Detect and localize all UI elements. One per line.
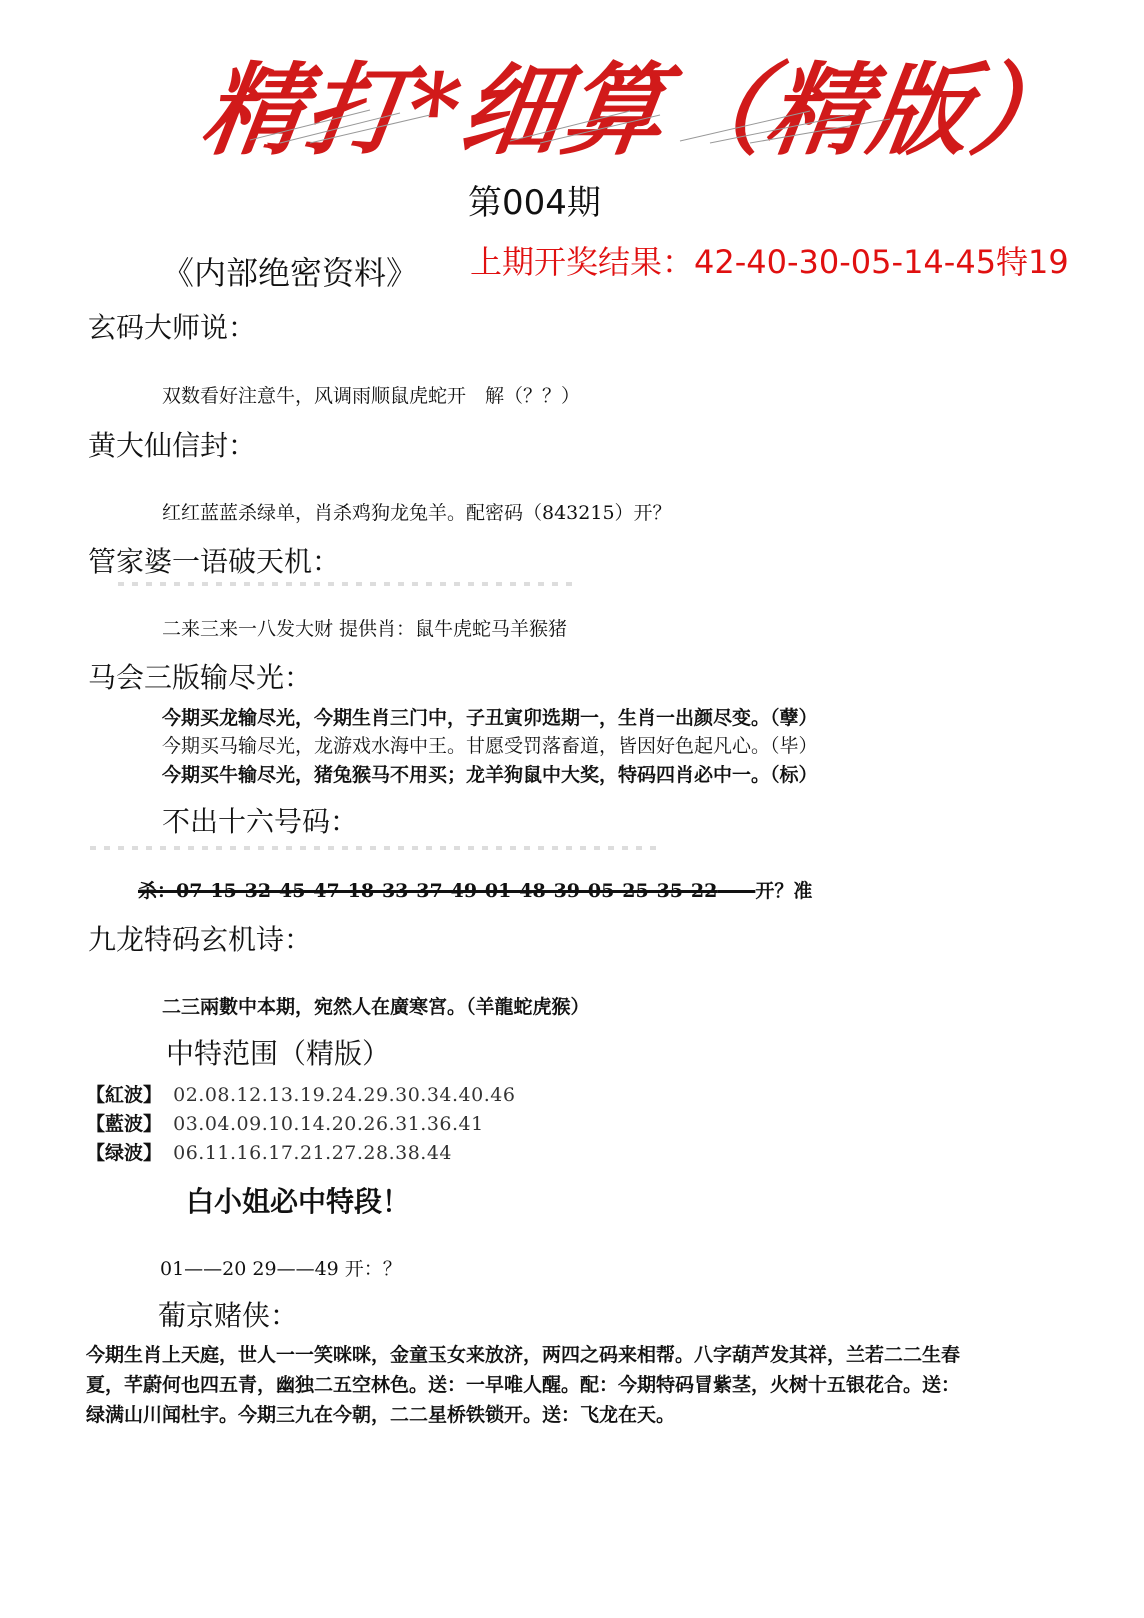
bai-text: 01——20 29——49 开：？ <box>160 1258 402 1280</box>
wave-row-red <box>86 1080 515 1107</box>
mahui-line-1: 今期买龙输尽光，今期生肖三门中，子丑寅卯选期一，生肖一出颜尽变。（孽） <box>162 707 818 729</box>
section-heading-buchu: 不出十六号码： <box>162 805 359 838</box>
pujing-line-1: 今期生肖上天庭，世人一一笑咪咪，金童玉女来放济，两四之码来相帮。八字葫芦发其祥，兰若二二生春 <box>86 1344 961 1366</box>
internal-title: 《内部绝密资料》 <box>162 254 419 292</box>
section-heading-xuanma: 玄码大师说： <box>88 311 257 344</box>
pujing-line-3: 绿满山川闻杜宇。今期三九在今朝，二二星桥铁锁开。送：飞龙在天。 <box>86 1404 676 1426</box>
xuanma-text: 双数看好注意牛，风调雨顺鼠虎蛇开 解（？？） <box>162 385 581 407</box>
wave-label: 【紅波】 <box>86 1084 163 1106</box>
wave-numbers: 06.11.16.17.21.27.28.38.44 <box>173 1142 453 1164</box>
issue-number: 第004期 <box>468 183 601 223</box>
faint-divider <box>118 582 578 586</box>
mahui-line-2: 今期买马输尽光，龙游戏水海中王。甘愿受罚落畜道，皆因好色起凡心。（毕） <box>162 735 818 757</box>
huangdaxian-text: 红红蓝蓝杀绿单，肖杀鸡狗龙兔羊。配密码（843215）开？ <box>162 502 672 524</box>
section-heading-pujing: 葡京赌侠： <box>158 1299 299 1332</box>
kill-suffix: 开？准 <box>755 880 813 902</box>
guanjiapo-text: 二来三来一八发大财 提供肖：鼠牛虎蛇马羊猴猪 <box>162 618 568 640</box>
wave-numbers: 02.08.12.13.19.24.29.30.34.40.46 <box>173 1084 516 1106</box>
wave-numbers: 03.04.09.10.14.20.26.31.36.41 <box>173 1113 484 1135</box>
pujing-line-2: 夏，芊蔚何也四五青，幽独二五空林色。送：一早唯人醒。配：今期特码冒紫茎，火树十五银花合。送： <box>86 1374 961 1396</box>
wave-label: 【藍波】 <box>86 1113 163 1135</box>
section-heading-bai: 白小姐必中特段！ <box>186 1185 411 1218</box>
logo-title: 精打*细算（精版） <box>195 51 1083 169</box>
section-heading-range: 中特范围（精版） <box>166 1037 391 1070</box>
logo-shadow-decoration <box>250 105 890 145</box>
kill-numbers: 杀：07-15-32-45-47-18-33-37-49-01-48-39-05-25-35-22 <box>138 880 718 902</box>
section-heading-huangdaxian: 黄大仙信封： <box>88 429 257 462</box>
faint-divider <box>90 846 660 850</box>
kill-numbers-row: 杀：07-15-32-45-47-18-33-37-49-01-48-39-05-25-35-22——开？准 <box>138 880 813 902</box>
last-result: 上期开奖结果：42-40-30-05-14-45特19 <box>470 243 1069 281</box>
wave-label: 【绿波】 <box>86 1142 163 1164</box>
section-heading-guanjiapo: 管家婆一语破天机： <box>88 545 341 578</box>
mahui-line-3: 今期买牛输尽光，猪兔猴马不用买；龙羊狗鼠中大奖，特码四肖必中一。（标） <box>162 764 818 786</box>
jiulong-text: 二三兩數中本期，宛然人在廣寒宮。（羊龍蛇虎猴） <box>162 996 590 1018</box>
wave-row-green <box>86 1138 452 1165</box>
section-heading-mahui: 马会三版输尽光： <box>88 661 313 694</box>
section-heading-jiulong: 九龙特码玄机诗： <box>88 923 313 956</box>
wave-row-blue <box>86 1109 484 1136</box>
